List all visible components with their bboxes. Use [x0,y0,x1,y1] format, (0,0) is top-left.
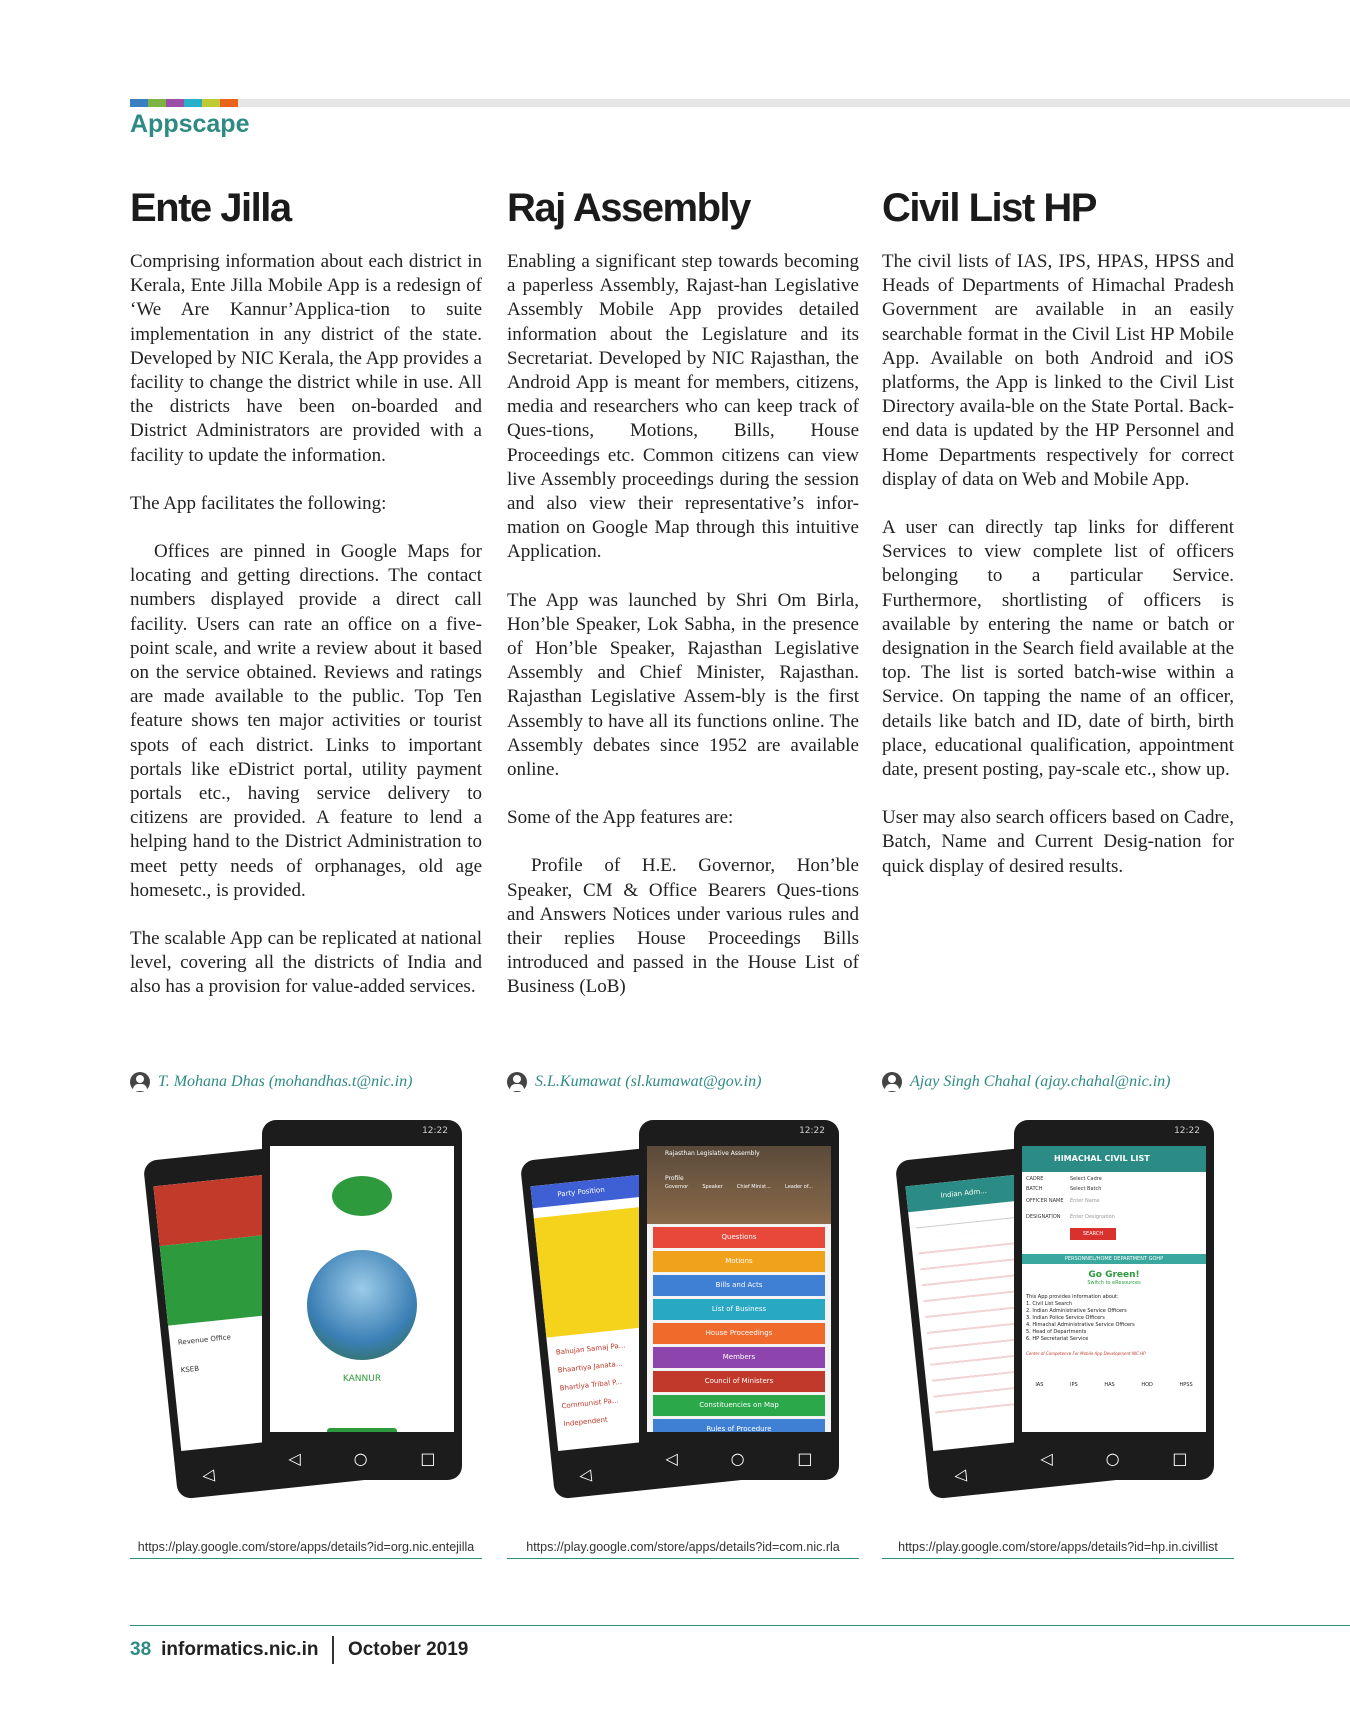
phone-mockups-ente-jilla [130,1110,482,1520]
back-icon[interactable]: ◁ [201,1464,216,1485]
swatch [202,99,220,107]
profile-name[interactable]: Speaker [702,1184,723,1190]
paragraph: The scalable App can be replicated at national level, covering all the districts of India and also has a provision for value-added services. [130,928,482,998]
swatch [148,99,166,107]
coe-credit: Center of Competence For Mobile App Development NIC HP [1026,1351,1146,1356]
app-logo [332,1176,392,1216]
author-name[interactable]: Ajay Singh Chahal (ajay.chahal@nic.in) [910,1073,1171,1090]
info-item: 2. Indian Administrative Service Officers [1026,1308,1127,1314]
paragraph: The civil lists of IAS, IPS, HPAS, HPSS and Heads of Departments of Himachal Pradesh Government are available in an easily searchable format in the Civil List HP Mobile App. Available on both Android and iOS platforms, the App is linked to the Civil List Directory availa-ble on the State Portal. Back-end data is updated by the HP Personnel and Home Departments respectively for correct display of data on Web and Mobile App. [882,251,1234,490]
menu-council-of-ministers[interactable]: Council of Ministers [653,1371,825,1392]
party-item[interactable]: Independent [563,1415,609,1429]
menu-questions[interactable]: Questions [653,1227,825,1248]
site-name: informatics.nic.in [161,1639,319,1660]
swatch [166,99,184,107]
author-credit [507,1072,761,1092]
footer-divider [332,1636,334,1664]
continue-button[interactable] [327,1428,397,1432]
profile-label: Profile [665,1175,684,1182]
swatch [220,99,238,107]
phone-front [1014,1120,1214,1480]
paragraph: Comprising information about each district in Kerala, Ente Jilla Mobile App is a redesign of ‘We Are Kannur’Applica-tion to suite implementation in any district of the state. Developed by NIC Kerala, the App provides a facility to change the district while in use. All the districts have been on-boarded and District Administrators are provided with a facility to update the information. [130,251,482,466]
article-civil-list-hp [882,180,1234,903]
menu-bills-and-acts[interactable]: Bills and Acts [653,1275,825,1296]
info-item: 1. Civil List Search [1026,1301,1073,1307]
swatch [184,99,202,107]
recents-icon[interactable]: □ [1172,1449,1188,1468]
user-icon [507,1072,527,1092]
phone-screen [1022,1146,1206,1432]
profile-name[interactable]: Chief Minist... [736,1184,771,1190]
paragraph: User may also search officers based on Cadre, Batch, Name and Current Desig-nation for quick display of desired results. [882,807,1234,877]
phone-screen [647,1146,831,1432]
tab-hod[interactable]: HOD [1141,1382,1153,1388]
home-icon[interactable]: ○ [353,1449,368,1468]
phone-mockups-raj-assembly [507,1110,859,1520]
back-icon[interactable]: ◁ [1040,1449,1053,1468]
info-item: 5. Head of Departments [1026,1329,1087,1335]
app-title: Rajasthan Legislative Assembly [665,1150,760,1157]
party-item[interactable]: Bhaartiya Janata... [557,1359,623,1375]
search-button[interactable]: SEARCH [1070,1228,1116,1240]
article-title: Civil List HP [882,186,1096,230]
article-raj-assembly [507,180,859,1024]
article-title: Ente Jilla [130,186,291,230]
article-body [882,250,1234,879]
recents-icon[interactable]: □ [797,1449,813,1468]
play-store-link[interactable]: https://play.google.com/store/apps/details?id=hp.in.civillist [882,1540,1234,1559]
officer-name-input[interactable]: Enter Name [1070,1198,1100,1204]
back-icon[interactable]: ◁ [665,1449,678,1468]
android-nav [262,1449,462,1468]
play-store-link[interactable]: https://play.google.com/store/apps/details?id=org.nic.entejilla [130,1540,482,1559]
author-credit [130,1072,412,1092]
info-title: This App provides information about: [1026,1294,1119,1300]
status-bar: 12:22 [799,1126,825,1136]
author-credit [882,1072,1170,1092]
swatch [130,99,148,107]
form-row [1026,1198,1202,1204]
back-icon[interactable]: ◁ [288,1449,301,1468]
back-icon[interactable]: ◁ [953,1464,968,1485]
field-label: OFFICER NAME [1026,1198,1064,1204]
form-row [1026,1214,1202,1220]
phone-screen [270,1146,454,1432]
form-row [1026,1176,1202,1182]
paragraph: Some of the App features are: [507,807,734,829]
form-row [1026,1186,1202,1192]
page-number: 38 [130,1639,152,1660]
article-title: Raj Assembly [507,186,750,230]
department-bar: PERSONNEL/HOME DEPARTMENT GOHP [1022,1254,1206,1264]
color-swatches [130,99,238,107]
android-nav [639,1449,839,1468]
article-body [130,250,482,1000]
phone-front [639,1120,839,1480]
tab-has[interactable]: HAS [1104,1382,1115,1388]
tab-ips[interactable]: IPS [1070,1382,1078,1388]
side-item[interactable]: KSEB [180,1364,200,1375]
go-green-title: Go Green! [1088,1270,1140,1280]
tab-hpss[interactable]: HPSS [1179,1382,1193,1388]
paragraph: A user can directly tap links for different Services to view complete list of officers belonging to a particular Service. Furthermore, shortlisting of officers is available by entering the name or batch or designation in the Search field available at the top. The list is sorted batch-wise within a Service. On tapping the name of an officer, details like batch and ID, date of birth, birth place, educational qualification, appointment date, present posting, pay-scale etc., show up. [882,517,1234,781]
recents-icon[interactable]: □ [420,1449,436,1468]
top-rule [130,99,1350,107]
phone-front [262,1120,462,1480]
cadre-select[interactable]: Select Cadre [1070,1176,1102,1182]
party-item[interactable]: Bahujan Samaj Pa... [555,1341,626,1357]
info-item: 4. Himachal Administrative Service Officers [1026,1322,1135,1328]
district-name: KANNUR [342,1374,382,1384]
menu-rules-of-procedure[interactable]: Rules of Procedure [653,1419,825,1432]
app-title: HIMACHAL CIVIL LIST [1022,1146,1206,1172]
menu-motions[interactable]: Motions [653,1251,825,1272]
page-footer [130,1636,468,1664]
paragraph: The App facilitates the following: [130,492,387,514]
footer-rule [130,1625,1350,1626]
info-item: 6. HP Secretariat Service [1026,1336,1089,1342]
article-ente-jilla [130,180,482,1024]
profile-name[interactable]: Governor [665,1184,689,1190]
info-item: 3. Indian Police Service Officers [1026,1315,1105,1321]
tab-ias[interactable]: IAS [1035,1382,1044,1388]
paragraph: Offices are pinned in Google Maps for locating and getting directions. The contact numbers displayed provide a direct call facility. Users can rate an office on a five-point scale, and write a review about it based on the service obtained. Reviews and ratings are made available to the public. Top Ten feature shows ten major activities or tourist spots of each district. Links to important portals like eDistrict portal, utility payment portals etc., having service delivery to citizens are provided. A feature to lend a helping hand to the District Administration to meet petty needs of orphanages, old age homesetc., is provided. [130,541,482,901]
party-item[interactable]: Bhartiya Tribal P... [559,1377,623,1393]
home-icon[interactable]: ○ [1105,1449,1120,1468]
home-icon[interactable]: ○ [730,1449,745,1468]
side-item[interactable]: Revenue Office [177,1333,232,1347]
author-name[interactable]: S.L.Kumawat (sl.kumawat@gov.in) [535,1073,762,1090]
menu-list-of-business[interactable]: List of Business [653,1299,825,1320]
play-store-link[interactable]: https://play.google.com/store/apps/details?id=com.nic.rla [507,1540,859,1559]
app-header: Indian Adm... [905,1167,1091,1212]
district-photo [307,1250,417,1360]
service-tabs [1022,1382,1206,1388]
menu-members[interactable]: Members [653,1347,825,1368]
status-bar: 12:22 [1174,1126,1200,1136]
batch-select[interactable]: Select Batch [1070,1186,1102,1192]
back-icon[interactable]: ◁ [578,1464,593,1485]
menu-house-proceedings[interactable]: House Proceedings [653,1323,825,1344]
author-name[interactable]: T. Mohana Dhas (mohandhas.t@nic.in) [158,1073,413,1090]
user-icon [130,1072,150,1092]
issue-date: October 2019 [347,1639,469,1660]
app-header: Party Position [530,1167,715,1208]
paragraph: Profile of H.E. Governor, Hon’ble Speaker, CM & Office Bearers Ques-tions and Answers Notices under various rules and their replies House Proceedings Bills introduced and passed in the House List of Business (LoB) [507,855,859,998]
info-list [1026,1294,1202,1343]
app-header [647,1146,831,1224]
designation-input[interactable]: Enter Designation [1070,1214,1115,1220]
android-nav [1014,1449,1214,1468]
article-body [507,250,859,1000]
menu-constituencies-on-map[interactable]: Constituencies on Map [653,1395,825,1416]
go-green-subtitle: Switch to eResources [1087,1280,1141,1286]
field-label: CADRE [1026,1176,1044,1182]
status-bar: 12:22 [422,1126,448,1136]
paragraph: Enabling a significant step towards becoming a paperless Assembly, Rajast-han Legislative Assembly Mobile App provides detailed information about the Legislature and its Secretariat. Developed by NIC Rajasthan, the Android App is meant for members, citizens, media and researchers who can keep track of Ques-tions, Motions, Bills, House Proceedings etc. Common citizens can view live Assembly proceedings during the session and also view their representative’s infor-mation on Google Map through this intuitive Application. [507,251,859,563]
profile-name[interactable]: Leader of... [785,1184,813,1190]
profile-row [665,1184,813,1190]
field-label: DESIGNATION [1026,1214,1061,1220]
user-icon [882,1072,902,1092]
party-item[interactable]: Communist Pa... [561,1396,619,1411]
phone-mockups-civil-list-hp [882,1110,1234,1520]
paragraph: The App was launched by Shri Om Birla, Hon’ble Speaker, Lok Sabha, in the presence of Hon’ble Speaker, Rajasthan Legislative Assembly and Chief Minister, Rajasthan. Rajasthan Legislative Assem-bly is the first Assembly to have all its functions online. The Assembly debates since 1952 are available online. [507,589,859,781]
section-label: Appscape [130,110,250,138]
field-label: BATCH [1026,1186,1043,1192]
